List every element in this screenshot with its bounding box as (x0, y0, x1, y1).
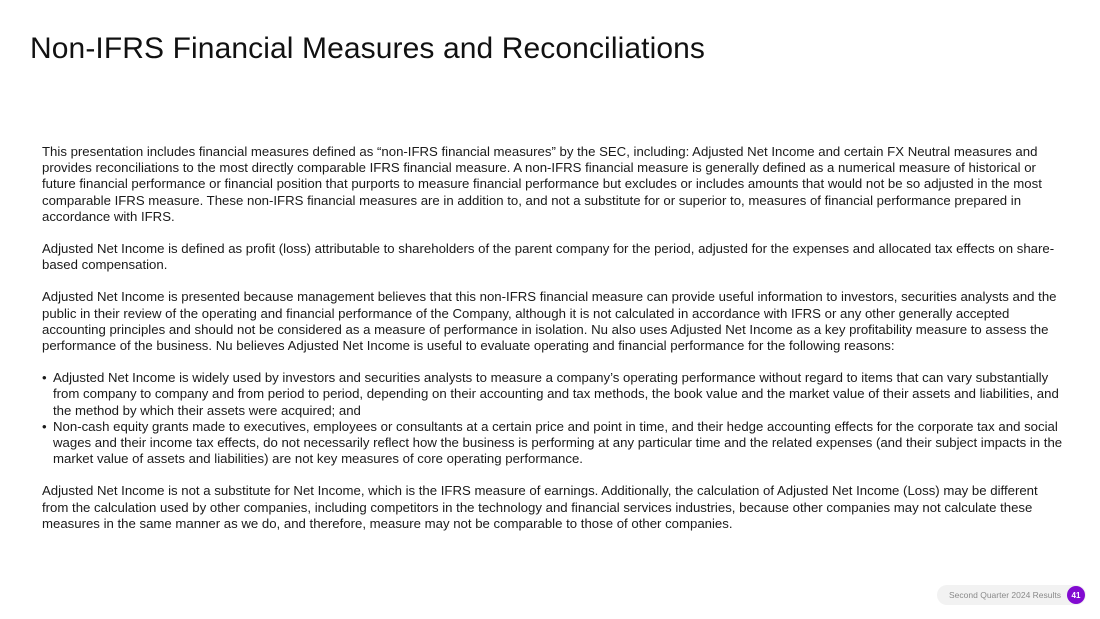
list-item (42, 370, 1064, 419)
footer-label: Second Quarter 2024 Results (949, 590, 1061, 600)
list-item-text: Non-cash equity grants made to executives, employees or consultants at a certain price and point in time, and their hedge accounting effects for the corporate tax and social wages and their income tax effects, do not necessarily reflect how the business is performing at any particular time and the related expenses (and their subject impacts in the market value of assets and liabilities) are not key measures of core operating performance. (53, 418, 1063, 467)
definition-paragraph: Adjusted Net Income is defined as profit (loss) attributable to shareholders of the parent company for the period, adjusted for the expenses and allocated tax effects on share-based compensation. (42, 241, 1055, 273)
bullet-icon: • (42, 370, 47, 386)
page-number-badge: 41 (1067, 586, 1085, 604)
rationale-paragraph: Adjusted Net Income is presented because management believes that this non-IFRS financial measure can provide useful information to investors, securities analysts and the public in their review of the operating and financial performance of the Company, although it is not calculated in accordance with IFRS or any other generally accepted accounting principles and should not be considered as a measure of performance in isolation. Nu also uses Adjusted Net Income as a key profitability measure to assess the performance of the business. Nu believes Adjusted Net Income is useful to evaluate operating and financial performance for the following reasons: (42, 289, 1057, 354)
list-item-text: Adjusted Net Income is widely used by investors and securities analysts to measure a company’s operating performance without regard to items that can vary substantially from company to company and from period to period, depending on their accounting and tax methods, the book value and the market value of their assets and liabilities, and the method by which their assets were acquired; and (53, 370, 1059, 418)
reasons-list (42, 370, 1064, 467)
closing-paragraph: Adjusted Net Income is not a substitute for Net Income, which is the IFRS measure of earnings. Additionally, the calculation of Adjusted Net Income (Loss) may be different from the calculation used by other companies, including competitors in the technology and financial services industries, because other companies may not calculate these measures in the same manner as we do, and therefore, measure may not be comparable to those of other companies. (42, 483, 1038, 531)
bullet-icon: • (42, 418, 47, 434)
list-item (42, 418, 1064, 468)
intro-paragraph: This presentation includes financial measures defined as “non-IFRS financial measures” by the SEC, including: Adjusted Net Income and certain FX Neutral measures and provides reconciliations to the most directly comparable IFRS financial measure. A non-IFRS financial measure is generally defined as a numerical measure of historical or future financial performance or financial position that purports to measure financial performance but excludes or includes amounts that would not be so adjusted in the most comparable IFRS measure. These non-IFRS financial measures are in addition to, and not a substitute for or superior to, measures of financial performance prepared in accordance with IFRS. (42, 144, 1042, 224)
page-title: Non-IFRS Financial Measures and Reconciliations (30, 32, 705, 65)
slide-footer (937, 585, 1086, 605)
slide-body (42, 144, 1064, 548)
